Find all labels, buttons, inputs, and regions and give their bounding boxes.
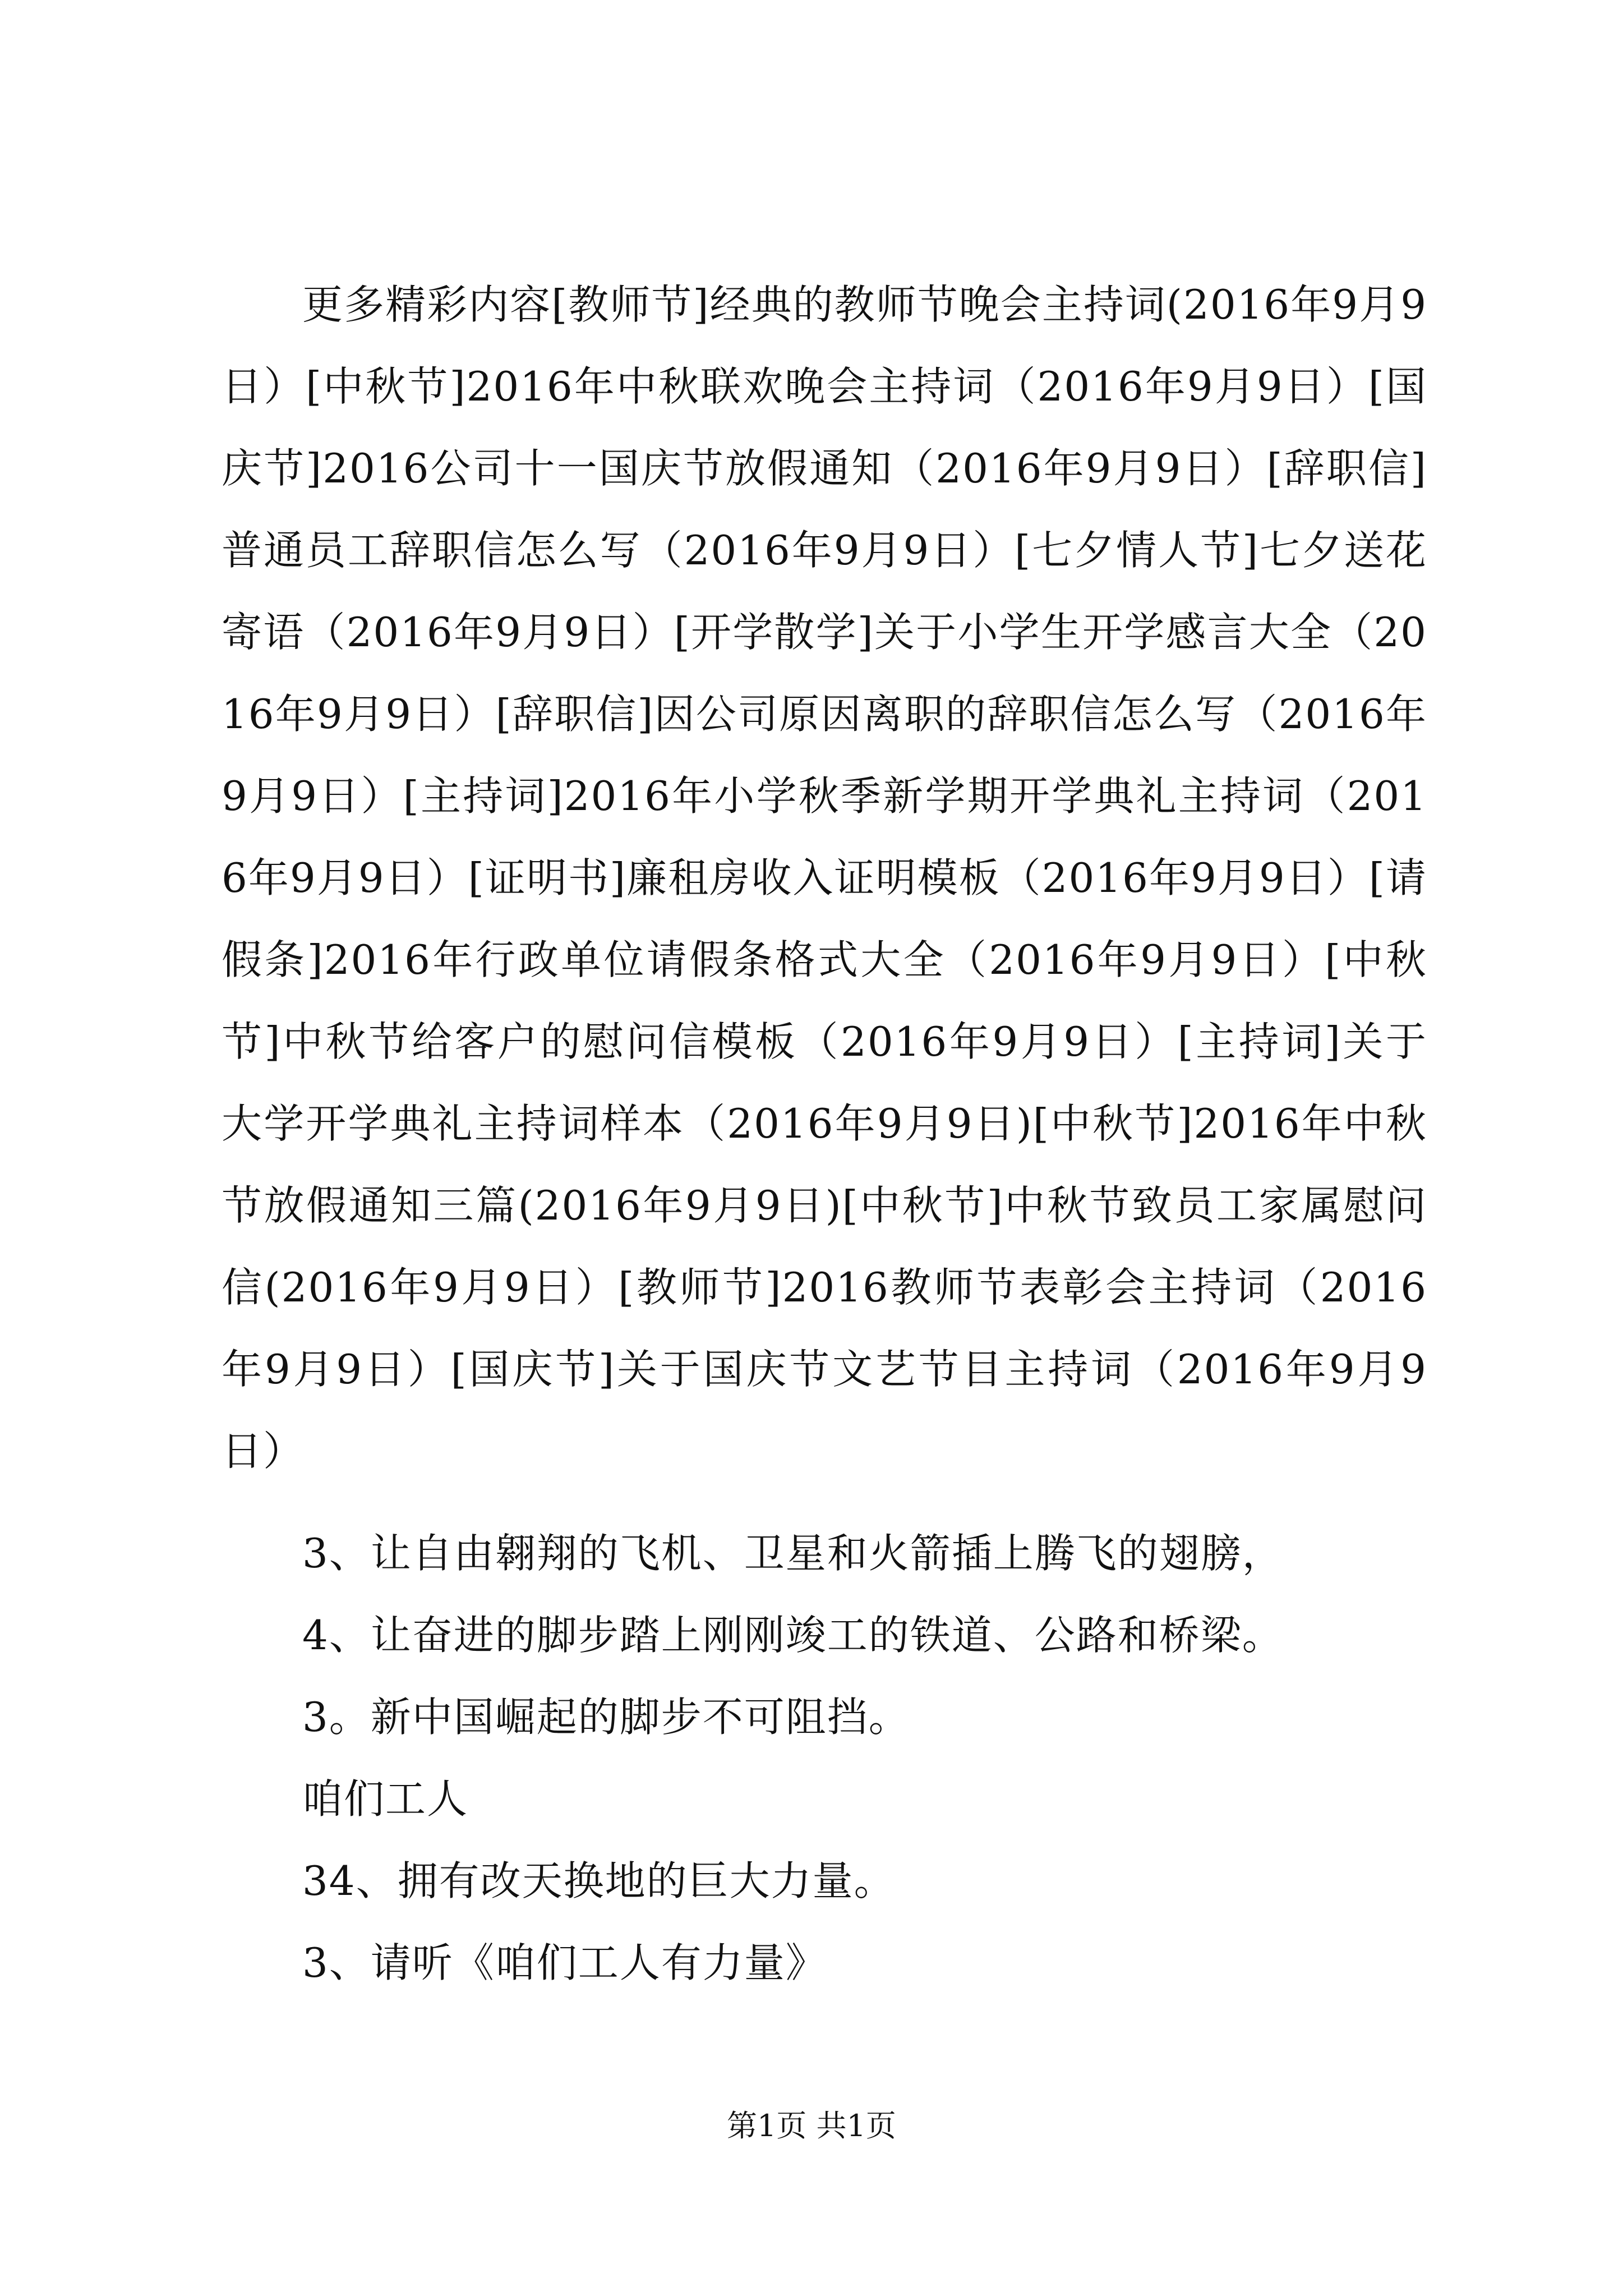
text-line-1: 3、让自由翱翔的飞机、卫星和火箭插上腾飞的翅膀， [302,1530,1284,1577]
text-line-3: 3。新中国崛起的脚步不可阻挡。 [302,1694,910,1741]
text-line-2: 4、让奋进的脚步踏上刚刚竣工的铁道、公路和桥梁。 [302,1612,1284,1659]
text-line-4: 咱们工人 [302,1775,469,1823]
text-line-5: 34、拥有改天换地的巨大力量。 [302,1857,896,1904]
text-line-6: 3、请听《咱们工人有力量》 [302,1939,827,1986]
main-paragraph: 更多精彩内容[教师节]经典的教师节晚会主持词(2016年9月9日）[中秋节]2016年中秋联欢晚会主持词（2016年9月9日）[国庆节]2016公司十一国庆节放假通知（2016年9月9日）[辞职信]普通员工辞职信怎么写（2016年9月9日）[七夕情人节]七夕送花寄语（2016年9月9日）[开学散学]关于小学生开学感言大全（2016年9月9日）[辞职信]因公司原因离职的辞职信怎么写（2016年9月9日）[主持词]2016年小学秋季新学期开学典礼主持词（2016年9月9日）[证明书]廉租房收入证明模板（2016年9月9日）[请假条]2016年行政单位请假条格式大全（2016年9月9日）[中秋节]中秋节给客户的慰问信模板（2016年9月9日）[主持词]关于大学开学典礼主持词样本（2016年9月9日)[中秋节]2016年中秋节放假通知三篇(2016年9月9日)[中秋节]中秋节致员工家属慰问信(2016年9月9日）[教师节]2016教师节表彰会主持词（2016年9月9日）[国庆节]关于国庆节文艺节目主持词（2016年9月9日） [222,281,1427,1475]
page-footer: 第1页 共1页 [727,2108,896,2143]
